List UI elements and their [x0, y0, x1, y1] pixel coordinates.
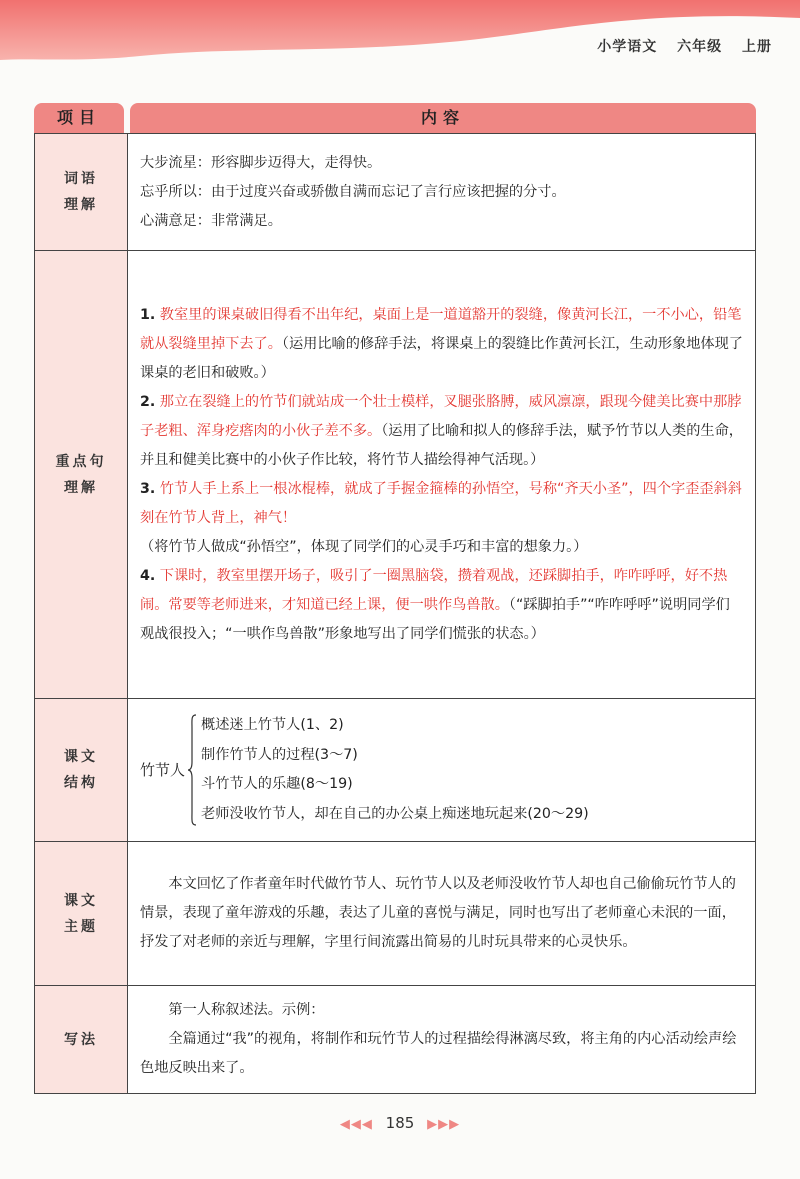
- vocab-line: 大步流星：形容脚步迈得大，走得快。: [140, 154, 382, 171]
- book-subject: 小学语文: [597, 39, 658, 55]
- key-sentence-item: [140, 388, 743, 475]
- structure-item: 老师没收竹节人，却在自己的办公桌上痴迷地玩起来(20～29): [201, 805, 589, 822]
- quoted-sentence: 下课时，教室里摆开场子，吸引了一圈黑脑袋，攒着观战，还踩脚拍手，咋咋呼呼，好不热闹。常要等老师进来，才知道已经上课，便一哄作鸟兽散。: [140, 567, 728, 613]
- writing-method: 第一人称叙述法。示例：: [168, 1002, 325, 1018]
- label-vocab-line2: 理解: [64, 197, 98, 213]
- label-writing: [35, 986, 128, 1094]
- theme-text: 本文回忆了作者童年时代做竹节人、玩竹节人以及老师没收竹节人却也自己偷偷玩竹节人的情景，表现了童年游戏的乐趣，表达了儿童的喜悦与满足，同时也写出了老师童心未泯的一面，抒发了对老师的亲近与理解，字里行间流露出简易的儿时玩具带来的心灵快乐。: [140, 876, 736, 950]
- analysis-note: （运用比喻的修辞手法，将课桌上的裂缝比作黄河长江，生动形象地体现了课桌的老旧和破败。）: [140, 335, 743, 381]
- item-number: 1.: [140, 306, 156, 323]
- label-theme-line2: 主题: [64, 918, 98, 935]
- label-theme: [35, 842, 128, 986]
- label-theme-line1: 课文: [64, 892, 98, 909]
- table-header: [34, 103, 756, 133]
- key-sentence-item: [140, 475, 743, 562]
- item-number: 2.: [140, 393, 156, 410]
- book-volume: 上册: [742, 39, 772, 55]
- content-vocab: [128, 134, 756, 251]
- label-vocab: [35, 134, 128, 251]
- content-theme: [128, 842, 756, 986]
- quoted-sentence: 竹节人手上系上一根冰棍棒，就成了手握金箍棒的孙悟空，号称“齐天小圣”，四个字歪歪斜斜刻在竹节人背上，神气！: [140, 480, 742, 526]
- summary-table: [34, 133, 756, 1094]
- vocab-line: 心满意足：非常满足。: [140, 212, 282, 229]
- label-vocab-line1: 词语: [64, 171, 98, 187]
- row-structure: [35, 699, 756, 842]
- quoted-sentence: 那立在裂缝上的竹节们就站成一个壮士模样，叉腿张胳膊，威风凛凛，跟现今健美比赛中那脖子老粗、浑身疙瘩肉的小伙子差不多。: [140, 393, 742, 439]
- analysis-note: （“踩脚拍手”“咋咋呼呼”说明同学们观战很投入；“一哄作鸟兽散”形象地写出了同学们慌张的状态。）: [140, 596, 730, 642]
- row-vocab: [35, 134, 756, 251]
- content-key-sentences: [128, 251, 756, 699]
- brace-icon: [187, 714, 197, 826]
- row-key-sentences: [35, 251, 756, 699]
- row-theme: [35, 842, 756, 986]
- label-key-sentences: [35, 251, 128, 699]
- label-writing-text: 写法: [64, 1031, 98, 1048]
- key-sentence-item: [140, 562, 743, 649]
- analysis-note: （将竹节人做成“孙悟空”，体现了同学们的心灵手巧和丰富的想象力。）: [140, 538, 588, 555]
- label-key-line1: 重点句: [55, 453, 107, 470]
- book-title: [597, 36, 772, 56]
- content-structure: [128, 699, 756, 842]
- vocab-line: 忘乎所以：由于过度兴奋或骄傲自满而忘记了言行应该把握的分寸。: [140, 183, 566, 200]
- label-structure-line2: 结构: [64, 775, 98, 791]
- header-content: 内容: [130, 103, 756, 133]
- content-writing: [128, 986, 756, 1094]
- page-footer: [0, 1114, 800, 1132]
- item-number: 3.: [140, 480, 156, 497]
- quoted-sentence: 教室里的课桌破旧得看不出年纪，桌面上是一道道豁开的裂缝，像黄河长江，一不小心，铅笔就从裂缝里掉下去了。: [140, 306, 742, 352]
- structure-item: 斗竹节人的乐趣(8～19): [201, 776, 353, 793]
- item-number: 4.: [140, 567, 156, 584]
- header-item: 项目: [34, 103, 124, 133]
- structure-root: 竹节人: [140, 760, 186, 779]
- book-grade: 六年级: [677, 39, 723, 55]
- structure-diagram: [140, 708, 743, 832]
- key-sentence-item: [140, 301, 743, 388]
- label-structure: [35, 699, 128, 842]
- header-band: [0, 0, 800, 70]
- structure-items: [201, 711, 589, 829]
- analysis-note: （运用了比喻和拟人的修辞手法，赋予竹节以人类的生命，并且和健美比赛中的小伙子作比较，将竹节人描绘得神气活现。）: [140, 422, 743, 468]
- label-structure-line1: 课文: [64, 749, 98, 765]
- page-number: 185: [385, 1114, 415, 1132]
- writing-example: 全篇通过“我”的视角，将制作和玩竹节人的过程描绘得淋漓尽致，将主角的内心活动绘声绘色地反映出来了。: [140, 1031, 737, 1076]
- row-writing: [35, 986, 756, 1094]
- left-arrows-icon: ◀◀◀: [339, 1117, 373, 1132]
- structure-item: 制作竹节人的过程(3～7): [201, 746, 358, 763]
- structure-item: 概述迷上竹节人(1、2): [201, 717, 344, 733]
- label-key-line2: 理解: [64, 479, 98, 496]
- right-arrows-icon: ▶▶▶: [427, 1117, 461, 1132]
